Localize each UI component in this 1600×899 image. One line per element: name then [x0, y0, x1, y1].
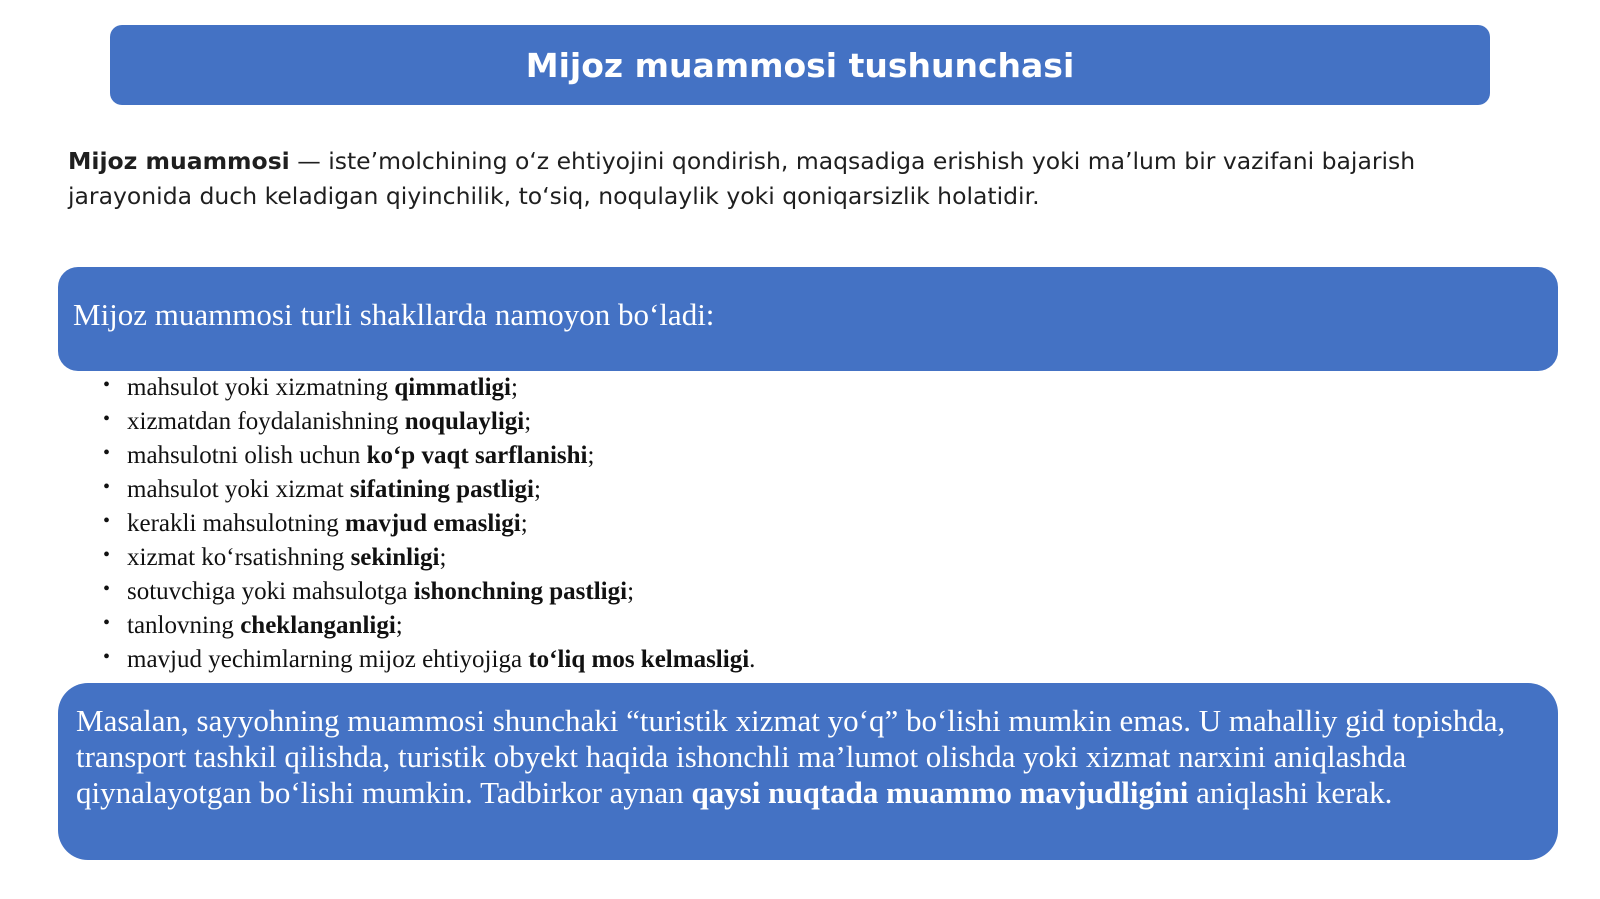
list-item-emphasis: noqulayligi [404, 408, 525, 435]
definition-term: Mijoz muammosi [68, 147, 290, 175]
list-item-punct: ; [520, 510, 528, 537]
list-item-text: mahsulotni olish uchun [127, 442, 367, 469]
list-item-emphasis: to‘liq mos kelmasligi [528, 646, 750, 673]
bullet-icon: • [103, 578, 111, 600]
list-item-punct: ; [524, 408, 532, 435]
bullet-icon: • [103, 544, 111, 566]
list-item-emphasis: sifatining pastligi [349, 476, 534, 503]
list-item [100, 576, 755, 610]
example-box [58, 683, 1558, 860]
list-item-text: kerakli mahsulotning [127, 510, 346, 537]
list-item [100, 542, 755, 576]
example-emphasis: qaysi nuqtada muammo mavjudligini [691, 775, 1189, 810]
list-item [100, 440, 755, 474]
problem-forms-list [100, 372, 755, 678]
list-item [100, 474, 755, 508]
list-item-emphasis: mavjud emasligi [345, 510, 521, 537]
list-item-punct: ; [439, 544, 447, 571]
bullet-icon: • [103, 510, 111, 532]
bullet-icon: • [103, 476, 111, 498]
example-text-after: aniqlashi kerak. [1188, 775, 1393, 810]
example-paragraph [76, 703, 1546, 811]
slide-title: Mijoz muammosi tushunchasi [525, 45, 1075, 85]
list-item-emphasis: qimmatligi [394, 374, 512, 401]
list-item [100, 372, 755, 406]
list-item [100, 508, 755, 542]
list-item-text: mavjud yechimlarning mijoz ehtiyojiga [127, 646, 529, 673]
list-item-punct: ; [533, 476, 541, 503]
list-item-punct: . [749, 646, 756, 673]
slide-title-bar [110, 25, 1490, 105]
list-item-text: mahsulot yoki xizmat [127, 476, 350, 503]
list-item-punct: ; [587, 442, 595, 469]
list-item-punct: ; [511, 374, 518, 401]
list-item-text: sotuvchiga yoki mahsulotga [127, 578, 414, 605]
list-item [100, 644, 755, 678]
list-item-text: xizmat ko‘rsatishning [127, 544, 351, 571]
bullet-icon: • [103, 442, 111, 464]
list-item-text: xizmatdan foydalanishning [127, 408, 405, 435]
list-item-emphasis: cheklanganligi [240, 612, 396, 639]
bullet-icon: • [103, 408, 111, 430]
definition-paragraph [68, 144, 1538, 214]
list-item-emphasis: ko‘p vaqt sarflanishi [366, 442, 588, 469]
bullet-icon: • [103, 646, 111, 668]
bullet-icon: • [103, 612, 111, 634]
example-text-before: Masalan, sayyohning muammosi shunchaki “turistik xizmat yo‘q” bo‘lishi mumkin emas. U mahalliy gid topishda, transport tashkil qilishda, turistik obyekt haqida ishonchli ma’lumot olishda yoki xizmat narxini aniqlashda qiynalayotgan bo‘lishi mumkin. Tadbirkor aynan [76, 703, 1506, 810]
forms-heading: Mijoz muammosi turli shakllarda namoyon bo‘ladi: [73, 297, 715, 332]
list-item-punct: ; [627, 578, 635, 605]
forms-heading-box [58, 267, 1558, 371]
list-item-text: tanlovning [127, 612, 241, 639]
list-item-emphasis: sekinligi [350, 544, 440, 571]
list-item [100, 610, 755, 644]
list-item-emphasis: ishonchning pastligi [413, 578, 628, 605]
list-item-punct: ; [395, 612, 403, 639]
definition-text: — iste’molchining o‘z ehtiyojini qondirish, maqsadiga erishish yoki ma’lum bir vazifani bajarish jarayonida duch keladigan qiyinchilik, to‘siq, noqulaylik yoki qoniqarsizlik holatidir. [68, 147, 1416, 210]
list-item-text: mahsulot yoki xizmatning [127, 374, 395, 401]
list-item [100, 406, 755, 440]
bullet-icon: • [103, 374, 111, 396]
